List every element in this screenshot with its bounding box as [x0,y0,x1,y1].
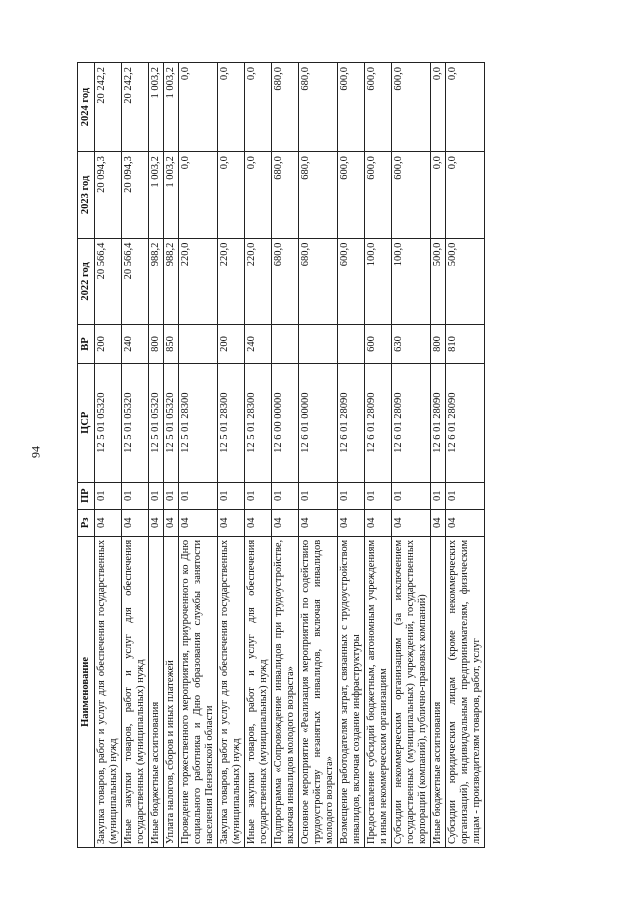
cell-2022: 20 566,4 [95,238,122,325]
cell-2024: 0,0 [179,63,218,152]
cell-2023: 1 003,2 [149,152,164,239]
cell-2023: 0,0 [431,152,446,239]
cell-name: Субсидии юридическим лицам (кроме некоммерческих организаций), индивидуальным предпринимателям, физическим лицам - производителям товаров, работ, услуг [446,536,485,847]
cell-vr [338,325,365,364]
cell-2024: 680,0 [299,63,338,152]
cell-2022: 500,0 [446,238,485,325]
table-row [164,63,179,848]
cell-rz: 04 [164,509,179,536]
cell-vr: 240 [122,325,149,364]
cell-name: Предоставление субсидий бюджетным, автономным учреждениям и иным некоммерческим организациям [365,536,392,847]
cell-rz: 04 [338,509,365,536]
cell-name: Иные бюджетные ассигнования [149,536,164,847]
cell-2024: 20 242,2 [122,63,149,152]
cell-2023: 600,0 [338,152,365,239]
cell-2022: 100,0 [392,238,431,325]
cell-2022: 220,0 [179,238,218,325]
cell-vr: 200 [95,325,122,364]
cell-csr: 12 6 00 00000 [272,363,299,482]
header-rz: Рз [78,509,95,536]
cell-name: Иные закупки товаров, работ и услуг для обеспечения государственных (муниципальных) нужд [122,536,149,847]
header-pr: ПР [78,482,95,509]
cell-rz: 04 [365,509,392,536]
cell-pr: 01 [392,482,431,509]
cell-2023: 0,0 [218,152,245,239]
cell-rz: 04 [245,509,272,536]
cell-2022: 20 566,4 [122,238,149,325]
cell-2024: 0,0 [446,63,485,152]
cell-2023: 20 094,3 [122,152,149,239]
cell-csr: 12 6 01 28090 [446,363,485,482]
cell-rz: 04 [272,509,299,536]
table-row [95,63,122,848]
cell-pr: 01 [446,482,485,509]
cell-vr: 800 [149,325,164,364]
cell-csr: 12 5 01 05320 [95,363,122,482]
cell-2023: 20 094,3 [95,152,122,239]
header-vr: ВР [78,325,95,364]
table-row [338,63,365,848]
cell-pr: 01 [179,482,218,509]
cell-2022: 500,0 [431,238,446,325]
cell-csr: 12 5 01 05320 [149,363,164,482]
table-row [299,63,338,848]
cell-pr: 01 [245,482,272,509]
cell-2022: 100,0 [365,238,392,325]
table-row [245,63,272,848]
cell-2024: 0,0 [431,63,446,152]
cell-vr: 240 [245,325,272,364]
cell-2023: 1 003,2 [164,152,179,239]
cell-2023: 680,0 [272,152,299,239]
cell-name: Основное мероприятие «Реализация мероприятий по содействию трудоустройству незанятых инвалидов, включая инвалидов молодого возраста» [299,536,338,847]
header-name: Наименование [78,536,95,847]
cell-2023: 0,0 [245,152,272,239]
cell-2022: 220,0 [218,238,245,325]
cell-name: Возмещение работодателям затрат, связанных с трудоустройством инвалидов, включая создание инфраструктуры [338,536,365,847]
cell-pr: 01 [149,482,164,509]
cell-rz: 04 [299,509,338,536]
table-row [365,63,392,848]
cell-csr: 12 5 01 05320 [164,363,179,482]
cell-name: Закупка товаров, работ и услуг для обеспечения государственных (муниципальных) нужд [218,536,245,847]
cell-2023: 0,0 [446,152,485,239]
cell-2022: 600,0 [338,238,365,325]
table-row [431,63,446,848]
cell-rz: 04 [218,509,245,536]
table-row [218,63,245,848]
cell-csr: 12 6 01 00000 [299,363,338,482]
cell-2023: 600,0 [392,152,431,239]
cell-rz: 04 [149,509,164,536]
budget-table [77,62,485,848]
cell-name: Уплата налогов, сборов и иных платежей [164,536,179,847]
table-row [149,63,164,848]
table-row [179,63,218,848]
cell-pr: 01 [122,482,149,509]
cell-2023: 0,0 [179,152,218,239]
cell-2024: 600,0 [338,63,365,152]
cell-rz: 04 [392,509,431,536]
header-2022: 2022 год [78,238,95,325]
cell-rz: 04 [179,509,218,536]
cell-2024: 1 003,2 [164,63,179,152]
cell-2022: 680,0 [299,238,338,325]
cell-rz: 04 [431,509,446,536]
cell-csr: 12 5 01 28300 [245,363,272,482]
cell-csr: 12 5 01 28300 [218,363,245,482]
cell-pr: 01 [365,482,392,509]
header-2023: 2023 год [78,152,95,239]
cell-csr: 12 6 01 28090 [338,363,365,482]
table-row [446,63,485,848]
cell-name: Проведение торжественного мероприятия, приуроченного ко Дню социального работника и Дню образования службы занятости населения Пензенской области [179,536,218,847]
cell-pr: 01 [431,482,446,509]
cell-vr [179,325,218,364]
cell-vr: 850 [164,325,179,364]
page-number: 94 [28,446,43,458]
cell-pr: 01 [272,482,299,509]
cell-pr: 01 [95,482,122,509]
cell-csr: 12 6 01 28090 [392,363,431,482]
cell-2022: 988,2 [149,238,164,325]
cell-vr: 200 [218,325,245,364]
cell-vr [299,325,338,364]
cell-2024: 600,0 [392,63,431,152]
cell-name: Иные закупки товаров, работ и услуг для обеспечения государственных (муниципальных) нужд [245,536,272,847]
cell-2024: 1 003,2 [149,63,164,152]
table-row [122,63,149,848]
cell-2024: 0,0 [218,63,245,152]
cell-2024: 20 242,2 [95,63,122,152]
header-2024: 2024 год [78,63,95,152]
cell-2024: 0,0 [245,63,272,152]
cell-pr: 01 [164,482,179,509]
cell-2022: 220,0 [245,238,272,325]
cell-2024: 600,0 [365,63,392,152]
table-header-row [78,63,95,848]
cell-csr: 12 6 01 28090 [365,363,392,482]
cell-pr: 01 [338,482,365,509]
cell-2023: 680,0 [299,152,338,239]
cell-2022: 680,0 [272,238,299,325]
table-row [272,63,299,848]
cell-csr: 12 5 01 28300 [179,363,218,482]
cell-rz: 04 [122,509,149,536]
header-csr: ЦСР [78,363,95,482]
cell-name: Иные бюджетные ассигнования [431,536,446,847]
cell-2024: 680,0 [272,63,299,152]
cell-2022: 988,2 [164,238,179,325]
cell-vr: 800 [431,325,446,364]
cell-csr: 12 6 01 28090 [431,363,446,482]
cell-vr: 630 [392,325,431,364]
cell-vr: 810 [446,325,485,364]
table-row [392,63,431,848]
cell-name: Закупка товаров, работ и услуг для обеспечения государственных (муниципальных) нужд [95,536,122,847]
rotated-page-content [77,62,561,848]
cell-rz: 04 [95,509,122,536]
cell-vr [272,325,299,364]
cell-pr: 01 [299,482,338,509]
cell-2023: 600,0 [365,152,392,239]
cell-name: Подпрограмма «Сопровождение инвалидов при трудоустройстве, включая инвалидов молодого возраста» [272,536,299,847]
cell-vr: 600 [365,325,392,364]
cell-name: Субсидии некоммерческим организациям (за исключением государственных (муниципальных) учреждений, государственных корпораций (компаний), публично-правовых компаний) [392,536,431,847]
cell-csr: 12 5 01 05320 [122,363,149,482]
cell-rz: 04 [446,509,485,536]
cell-pr: 01 [218,482,245,509]
